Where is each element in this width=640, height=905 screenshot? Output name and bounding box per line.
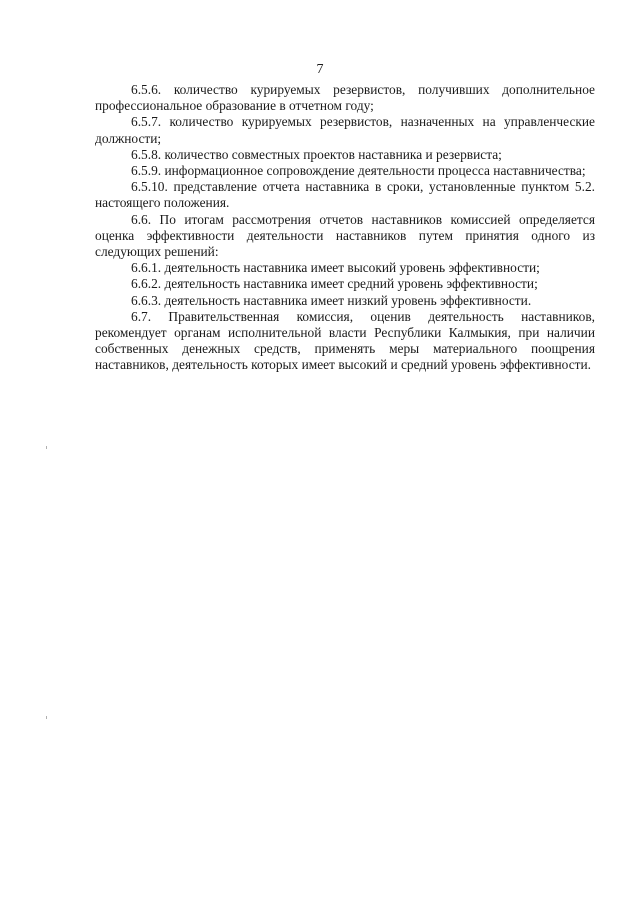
paragraph-6-5-10: 6.5.10. представление отчета наставника в сроки, установленные пунктом 5.2. настоящего положения. [95, 179, 595, 211]
paragraph-6-5-6: 6.5.6. количество курируемых резервистов, получивших дополнительное профессиональное образование в отчетном году; [95, 82, 595, 114]
paragraph-6-6-2: 6.6.2. деятельность наставника имеет средний уровень эффективности; [131, 276, 538, 292]
page-number: 7 [316, 62, 324, 77]
scan-mark [46, 446, 47, 449]
paragraph-6-5-7: 6.5.7. количество курируемых резервистов, назначенных на управленческие должности; [95, 114, 595, 146]
paragraph-6-6-3: 6.6.3. деятельность наставника имеет низкий уровень эффективности. [131, 292, 532, 308]
paragraph-6-5-9: 6.5.9. информационное сопровождение деятельности процесса наставничества; [131, 163, 586, 179]
paragraph-6-7: 6.7. Правительственная комиссия, оценив деятельность наставников, рекомендует органам исполнительной власти Республики Калмыкия, при наличии собственных денежных средств, применять меры материального поощрения наставников, деятельность которых имеет высокий и средний уровень эффективности. [95, 308, 595, 373]
document-body [95, 82, 595, 374]
paragraph-6-6-1: 6.6.1. деятельность наставника имеет высокий уровень эффективности; [131, 260, 540, 276]
scan-mark [46, 716, 47, 719]
paragraph-6-6: 6.6. По итогам рассмотрения отчетов наставников комиссией определяется оценка эффективности деятельности наставников путем принятия одного из следующих решений: [95, 211, 595, 260]
paragraph-6-5-8: 6.5.8. количество совместных проектов наставника и резервиста; [131, 146, 502, 162]
